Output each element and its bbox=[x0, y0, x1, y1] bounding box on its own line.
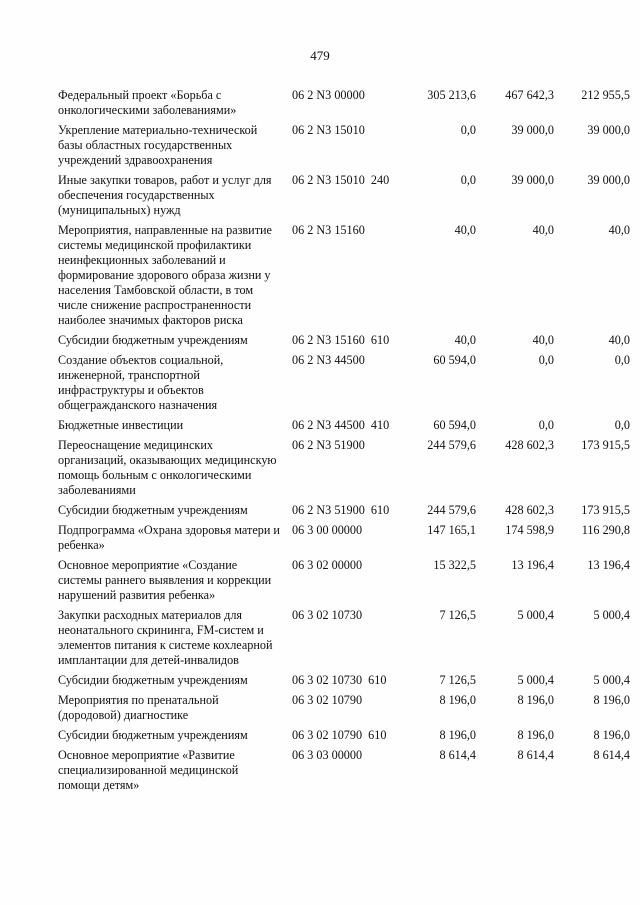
row-value-1: 244 579,6 bbox=[427, 503, 476, 517]
row-value-2: 39 000,0 bbox=[511, 173, 554, 187]
row-code: 06 3 00 00000 bbox=[292, 523, 363, 537]
row-name: Иные закупки товаров, работ и услуг для обеспечения государственных (муниципальных) нужд bbox=[58, 173, 272, 217]
table-row bbox=[58, 353, 630, 418]
row-value-2: 428 602,3 bbox=[505, 503, 554, 517]
row-name: Федеральный проект «Борьба с онкологическими заболеваниями» bbox=[58, 88, 237, 117]
row-code: 06 3 02 10790 bbox=[292, 693, 363, 707]
row-value-3: 116 290,8 bbox=[581, 523, 630, 537]
row-value-2: 40,0 bbox=[532, 223, 554, 237]
row-code: 06 2 N3 51900 610 bbox=[292, 503, 390, 517]
table-row bbox=[58, 88, 630, 123]
row-value-1: 8 196,0 bbox=[439, 728, 476, 742]
page-number: 479 bbox=[310, 48, 330, 63]
table-row bbox=[58, 558, 630, 608]
row-value-2: 0,0 bbox=[538, 418, 554, 432]
row-value-1: 15 322,5 bbox=[433, 558, 476, 572]
row-value-3: 8 196,0 bbox=[593, 693, 630, 707]
table-row bbox=[58, 418, 630, 438]
row-code: 06 2 N3 15010 240 bbox=[292, 173, 390, 187]
row-name: Основное мероприятие «Развитие специализированной медицинской помощи детям» bbox=[58, 748, 239, 792]
row-name: Мероприятия по пренатальной (дородовой) диагностике bbox=[58, 693, 219, 722]
table-row bbox=[58, 333, 630, 353]
row-value-2: 0,0 bbox=[538, 353, 554, 367]
row-value-2: 40,0 bbox=[532, 333, 554, 347]
row-value-2: 8 196,0 bbox=[517, 728, 554, 742]
row-value-2: 5 000,4 bbox=[517, 608, 554, 622]
row-name: Закупки расходных материалов для неонатального скрининга, FM-систем и элементов питания к системе кохлеарной имплантации для детей-инвалидов bbox=[58, 608, 273, 667]
table-body bbox=[58, 88, 630, 798]
row-name: Подпрограмма «Охрана здоровья матери и ребенка» bbox=[58, 523, 280, 552]
row-value-2: 467 642,3 bbox=[505, 88, 554, 102]
row-value-2: 428 602,3 bbox=[505, 438, 554, 452]
row-value-1: 40,0 bbox=[454, 223, 476, 237]
row-value-3: 39 000,0 bbox=[587, 123, 630, 137]
row-value-1: 244 579,6 bbox=[427, 438, 476, 452]
row-name: Бюджетные инвестиции bbox=[58, 418, 184, 432]
row-value-1: 8 614,4 bbox=[439, 748, 476, 762]
row-code: 06 3 02 10790 610 bbox=[292, 728, 387, 742]
row-code: 06 3 02 10730 610 bbox=[292, 673, 387, 687]
row-code: 06 2 N3 44500 410 bbox=[292, 418, 390, 432]
table-row bbox=[58, 523, 630, 558]
table-row bbox=[58, 693, 630, 728]
table-row bbox=[58, 503, 630, 523]
row-code: 06 2 N3 15010 bbox=[292, 123, 365, 137]
row-value-3: 212 955,5 bbox=[581, 88, 630, 102]
row-name: Мероприятия, направленные на развитие системы медицинской профилактики неинфекционных заболеваний и формирование здорового образа жизни у населения Тамбовской области, в том числе снижение распространенности наиболее значимых факторов риска bbox=[58, 223, 272, 327]
row-value-3: 5 000,4 bbox=[593, 608, 630, 622]
table-row bbox=[58, 748, 630, 798]
row-code: 06 2 N3 00000 bbox=[292, 88, 365, 102]
row-value-3: 39 000,0 bbox=[587, 173, 630, 187]
row-value-2: 39 000,0 bbox=[511, 123, 554, 137]
row-value-3: 8 196,0 bbox=[593, 728, 630, 742]
table-row bbox=[58, 438, 630, 503]
row-name: Создание объектов социальной, инженерной, транспортной инфраструктуры и объектов общегражданского назначения bbox=[58, 353, 224, 412]
row-code: 06 3 03 00000 bbox=[292, 748, 363, 762]
row-value-3: 0,0 bbox=[614, 418, 630, 432]
row-value-1: 7 126,5 bbox=[439, 673, 476, 687]
row-value-2: 8 614,4 bbox=[517, 748, 554, 762]
row-value-3: 5 000,4 bbox=[593, 673, 630, 687]
row-value-1: 305 213,6 bbox=[427, 88, 476, 102]
row-name: Укрепление материально-технической базы областных государственных учреждений здравоохранения bbox=[58, 123, 258, 167]
row-name: Субсидии бюджетным учреждениям bbox=[58, 333, 248, 347]
row-code: 06 2 N3 44500 bbox=[292, 353, 365, 367]
row-value-3: 0,0 bbox=[614, 353, 630, 367]
row-value-1: 8 196,0 bbox=[439, 693, 476, 707]
table-row bbox=[58, 173, 630, 223]
table-row bbox=[58, 728, 630, 748]
row-value-3: 40,0 bbox=[608, 223, 630, 237]
table-row bbox=[58, 223, 630, 333]
row-value-2: 5 000,4 bbox=[517, 673, 554, 687]
row-name: Субсидии бюджетным учреждениям bbox=[58, 673, 248, 687]
row-value-3: 173 915,5 bbox=[581, 438, 630, 452]
row-value-2: 174 598,9 bbox=[505, 523, 554, 537]
row-value-2: 8 196,0 bbox=[517, 693, 554, 707]
row-value-1: 0,0 bbox=[460, 123, 476, 137]
row-value-1: 60 594,0 bbox=[433, 418, 476, 432]
row-name: Переоснащение медицинских организаций, оказывающих медицинскую помощь больным с онкологическими заболеваниями bbox=[58, 438, 277, 497]
row-value-1: 60 594,0 bbox=[433, 353, 476, 367]
table-row bbox=[58, 123, 630, 173]
table-row bbox=[58, 608, 630, 673]
row-name: Субсидии бюджетным учреждениям bbox=[58, 728, 248, 742]
row-value-1: 147 165,1 bbox=[427, 523, 476, 537]
row-value-3: 40,0 bbox=[608, 333, 630, 347]
row-name: Основное мероприятие «Создание системы раннего выявления и коррекции нарушений развития ребенка» bbox=[58, 558, 272, 602]
row-code: 06 2 N3 15160 610 bbox=[292, 333, 390, 347]
row-code: 06 3 02 10730 bbox=[292, 608, 363, 622]
row-value-1: 7 126,5 bbox=[439, 608, 476, 622]
budget-table bbox=[58, 88, 630, 798]
row-value-1: 40,0 bbox=[454, 333, 476, 347]
row-code: 06 3 02 00000 bbox=[292, 558, 363, 572]
row-code: 06 2 N3 51900 bbox=[292, 438, 365, 452]
row-value-3: 13 196,4 bbox=[587, 558, 630, 572]
row-value-1: 0,0 bbox=[460, 173, 476, 187]
row-code: 06 2 N3 15160 bbox=[292, 223, 365, 237]
row-value-3: 173 915,5 bbox=[581, 503, 630, 517]
table-row bbox=[58, 673, 630, 693]
row-value-2: 13 196,4 bbox=[511, 558, 554, 572]
row-value-3: 8 614,4 bbox=[593, 748, 630, 762]
row-name: Субсидии бюджетным учреждениям bbox=[58, 503, 248, 517]
